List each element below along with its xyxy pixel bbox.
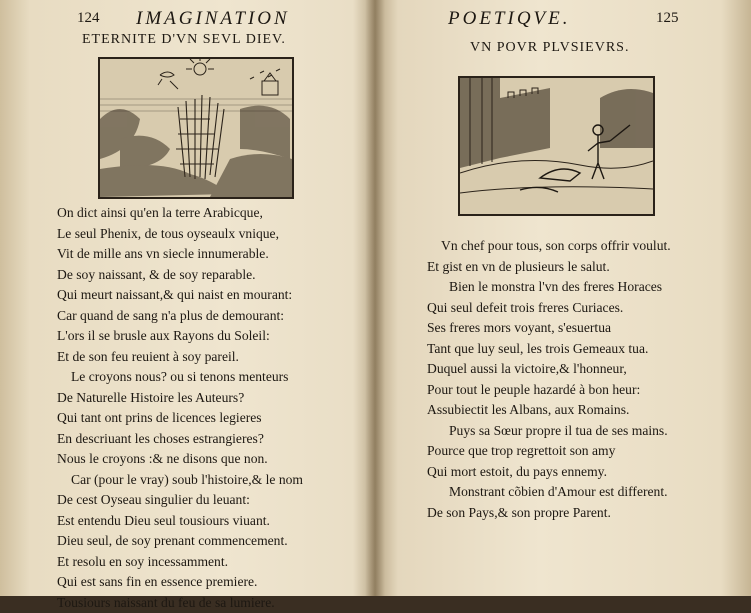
verse-line: Le croyons nous? ou si tenons menteurs bbox=[57, 367, 303, 388]
verse-line: De Naturelle Histoire les Auteurs? bbox=[57, 388, 303, 409]
right-page bbox=[386, 0, 751, 596]
running-head: POETIQVE. bbox=[448, 8, 571, 30]
book-gutter bbox=[365, 0, 385, 596]
verse-line: L'ors il se brusle aux Rayons du Soleil: bbox=[57, 326, 303, 347]
verse-line: On dict ainsi qu'en la terre Arabicque, bbox=[57, 203, 303, 224]
verse-line: De son Pays,& son propre Parent. bbox=[427, 503, 671, 524]
verse-line: Qui est sans fin en essence premiere. bbox=[57, 572, 303, 593]
verse-line: Assubiectit les Albans, aux Romains. bbox=[427, 400, 671, 421]
emblem-motto: ETERNITE D'VN SEVL DIEV. bbox=[82, 32, 286, 48]
verse-line: Et gist en vn de plusieurs le salut. bbox=[427, 257, 671, 278]
verse-line: Nous le croyons :& ne disons que non. bbox=[57, 449, 303, 470]
verse-line: Monstrant cõbien d'Amour est different. bbox=[427, 482, 671, 503]
verse-line: Dieu seul, de soy prenant commencement. bbox=[57, 531, 303, 552]
running-head: IMAGINATION bbox=[136, 8, 290, 30]
verse-line: Est entendu Dieu seul tousiours viuant. bbox=[57, 511, 303, 532]
verse-line: Car quand de sang n'a plus de demourant: bbox=[57, 306, 303, 327]
verse-line: Qui mort estoit, du pays ennemy. bbox=[427, 462, 671, 483]
verse-block bbox=[427, 236, 671, 523]
verse-line: Qui tant ont prins de licences legieres bbox=[57, 408, 303, 429]
verse-line: Le seul Phenix, de tous oyseaulx vnique, bbox=[57, 224, 303, 245]
verse-line: Tant que luy seul, les trois Gemeaux tua. bbox=[427, 339, 671, 360]
verse-line: Et de son feu reuient à soy pareil. bbox=[57, 347, 303, 368]
verse-block bbox=[57, 203, 303, 613]
verse-line: Qui seul defeit trois freres Curiaces. bbox=[427, 298, 671, 319]
verse-line: Et resolu en soy incessamment. bbox=[57, 552, 303, 573]
verse-line: Duquel aussi la victoire,& l'honneur, bbox=[427, 359, 671, 380]
verse-line: Pource que trop regrettoit son amy bbox=[427, 441, 671, 462]
verse-line: Car (pour le vray) soub l'histoire,& le nom bbox=[57, 470, 303, 491]
verse-line: De cest Oyseau singulier du leuant: bbox=[57, 490, 303, 511]
phoenix-woodcut bbox=[98, 57, 294, 199]
page-number: 125 bbox=[656, 10, 679, 27]
verse-line: Bien le monstra l'vn des freres Horaces bbox=[427, 277, 671, 298]
horatii-woodcut bbox=[458, 76, 655, 216]
verse-line: Qui meurt naissant,& qui naist en mourant: bbox=[57, 285, 303, 306]
verse-line: En descriuant les choses estrangieres? bbox=[57, 429, 303, 450]
page-number: 124 bbox=[77, 10, 100, 27]
verse-line: Ses freres mors voyant, s'esuertua bbox=[427, 318, 671, 339]
verse-line: Tousiours naissant du feu de sa lumiere. bbox=[57, 593, 303, 613]
emblem-motto: VN POVR PLVSIEVRS. bbox=[470, 40, 629, 56]
verse-line: Pour tout le peuple hazardé à bon heur: bbox=[427, 380, 671, 401]
verse-line: Vn chef pour tous, son corps offrir voulut. bbox=[427, 236, 671, 257]
verse-line: De soy naissant, & de soy reparable. bbox=[57, 265, 303, 286]
verse-line: Vit de mille ans vn siecle innumerable. bbox=[57, 244, 303, 265]
left-page bbox=[0, 0, 365, 596]
verse-line: Puys sa Sœur propre il tua de ses mains. bbox=[427, 421, 671, 442]
